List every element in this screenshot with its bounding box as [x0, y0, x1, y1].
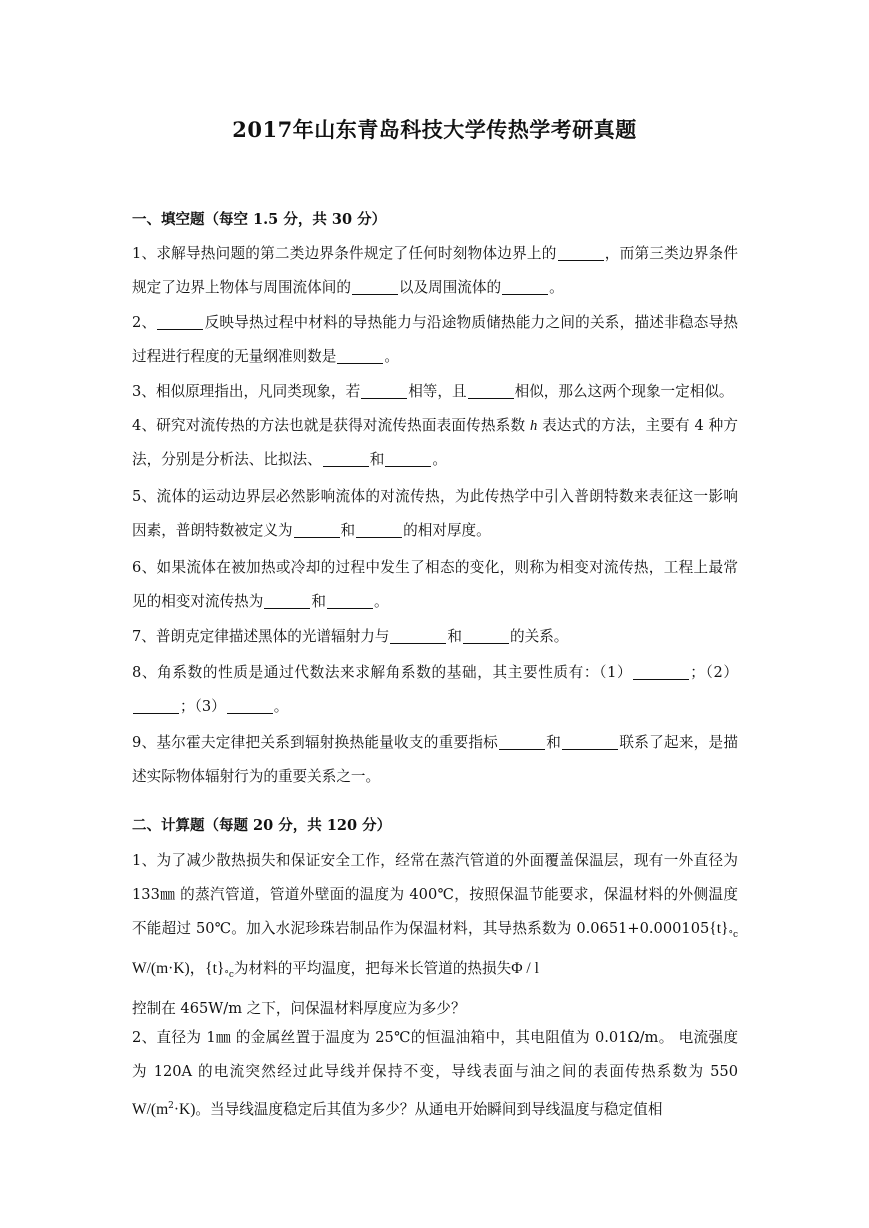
question-2: 2、 反映导热过程中材料的导热能力与沿途物质储热能力之间的关系，描述非稳态导热过程进行程度的无量纲准则数是 。	[132, 314, 738, 365]
question-1: 1、求解导热问题的第二类边界条件规定了任何时刻物体边界上的 ，而第三类边界条件规定了边界上物体与周围流体间的 以及周围流体的 。	[132, 245, 738, 296]
question-8: 8、角系数的性质是通过代数法来求解角系数的基础，其主要性质有：（1） ；（2）；（3） 。	[132, 664, 738, 715]
question-6: 6、如果流体在被加热或冷却的过程中发生了相态的变化，则称为相变对流传热，工程上最常见的相变对流传热为 和 。	[132, 559, 738, 610]
question-4: 4、研究对流传热的方法也就是获得对流传热面表面传热系数 h 表达式的方法，主要有 4 种方法，分别是分析法、比拟法、 和 。	[132, 417, 738, 468]
calc-question-1: 1、为了减少散热损失和保证安全工作，经常在蒸汽管道的外面覆盖保温层，现有一外直径为 133㎜ 的蒸汽管道，管道外壁面的温度为 400℃，按照保温节能要求，保温材料的外侧温度不能超过 50℃。加入水泥珍珠岩制品作为保温材料，其导热系数为 $0.0651+0.000105\{t\}_{^\circ c}$ W/(m·K)，$\{t\}_{^\circ c}$为材料的平均温度，把每米长管道的热损失Φ / l 控制在 465W/m 之下，问保温材料厚度应为多少？	[132, 852, 738, 1017]
section-fill-heading: 一、填空题（每空 1.5 分，共 30 分）	[132, 211, 387, 228]
page-title: 2017年山东青岛科技大学传热学考研真题	[232, 117, 637, 142]
question-5: 5、流体的运动边界层必然影响流体的对流传热，为此传热学中引入普朗特数来表征这一影响因素，普朗特数被定义为 和 的相对厚度。	[132, 488, 738, 539]
question-7: 7、普朗克定律描述黑体的光谱辐射力与 和 的关系。	[132, 628, 569, 645]
section-calc-heading: 二、计算题（每题 20 分，共 120 分）	[132, 817, 392, 834]
question-3: 3、相似原理指出，凡同类现象，若 相等，且 相似，那么这两个现象一定相似。	[132, 383, 734, 400]
calc-question-2: 2、直径为 1㎜ 的金属丝置于温度为 25℃的恒温油箱中，其电阻值为 0.01Ω/m。 电流强度为 120A 的电流突然经过此导线并保持不变，导线表面与油之间的表面传热系数为 550 $W/(m^2\cdot K)$。当导线温度稳定后其值为多少？从通电开始瞬间到导线温度与稳定值相	[132, 1029, 738, 1118]
question-9: 9、基尔霍夫定律把关系到辐射换热能量收支的重要指标 和 联系了起来，是描述实际物体辐射行为的重要关系之一。	[132, 734, 738, 785]
